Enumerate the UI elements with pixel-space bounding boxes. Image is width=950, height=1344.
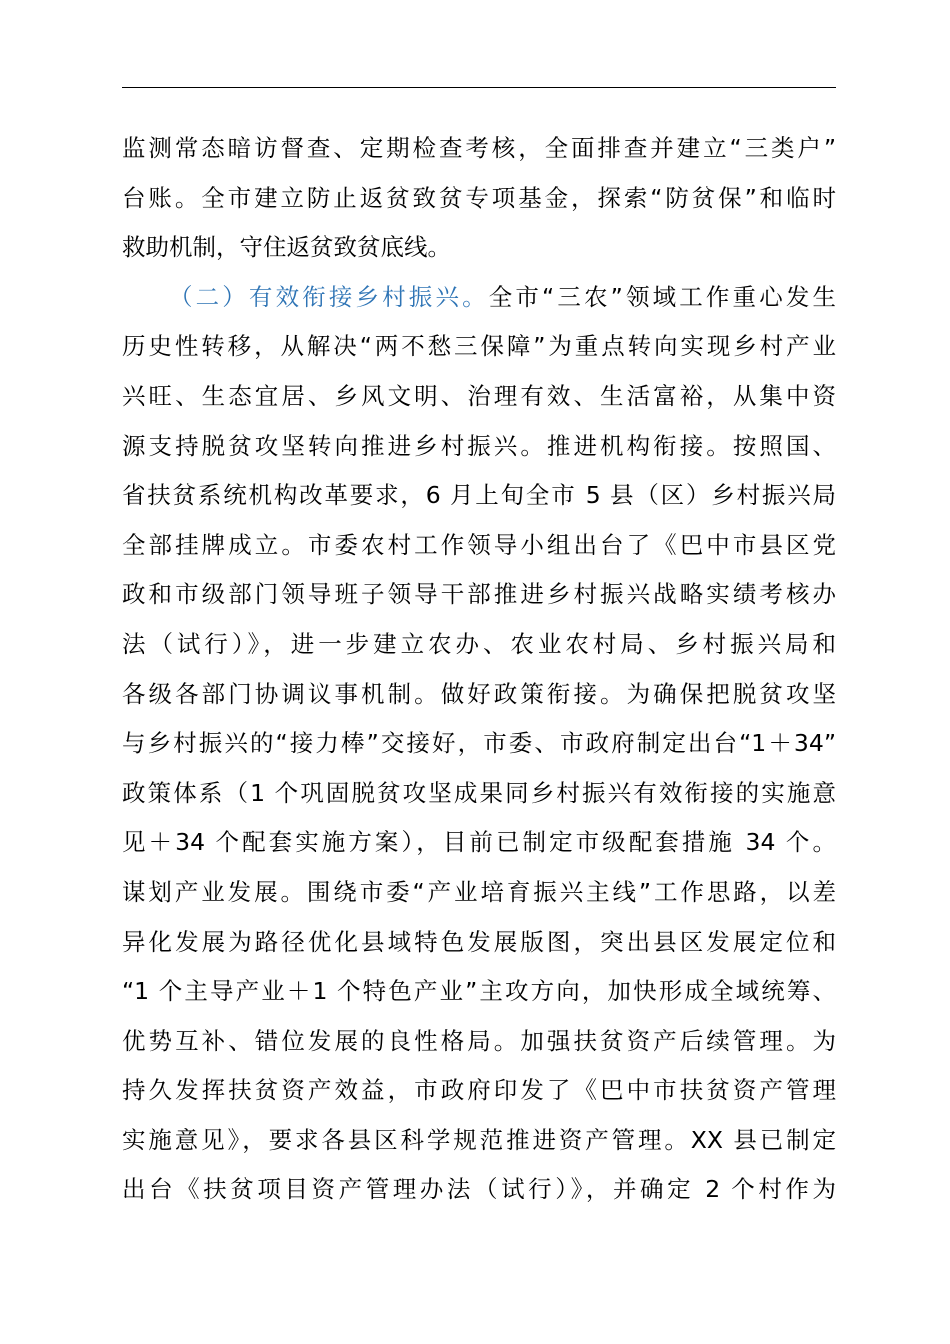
text-line <box>122 769 836 819</box>
line-text: “1 个主导产业＋1 个特色产业”主攻方向，加快形成全域统筹、 <box>122 977 836 1006</box>
text-line <box>122 868 836 918</box>
text-line <box>122 719 836 769</box>
text-line <box>122 273 836 323</box>
line-text: 与乡村振兴的“接力棒”交接好，市委、市政府制定出台“1＋34” <box>122 729 836 758</box>
line-text: 谋划产业发展。围绕市委“产业培育振兴主线”工作思路，以差 <box>122 877 836 906</box>
header-rule <box>122 87 836 88</box>
line-text: 政和市级部门领导班子领导干部推进乡村振兴战略实绩考核办 <box>122 580 836 609</box>
line-text: 兴旺、生态宜居、乡风文明、治理有效、生活富裕，从集中资 <box>122 381 836 410</box>
line-text: 监测常态暗访督查、定期检查考核，全面排查并建立“三类户” <box>122 134 836 162</box>
line-text: 持久发挥扶贫资产效益，市政府印发了《巴中市扶贫资产管理 <box>122 1076 836 1105</box>
line-text: 全部挂牌成立。市委农村工作领导小组出台了《巴中市县区党 <box>122 530 836 559</box>
text-line <box>122 1165 836 1215</box>
text-line <box>122 422 836 472</box>
line-text: 法（试行）》，进一步建立农办、农业农村局、乡村振兴局和 <box>122 629 836 658</box>
text-line <box>122 818 836 868</box>
text-line <box>122 521 836 571</box>
text-line <box>122 223 836 273</box>
line-text: 台账。全市建立防止返贫致贫专项基金，探索“防贫保”和临时 <box>122 183 836 212</box>
line-text: 见＋34 个配套实施方案），目前已制定市级配套措施 34 个。 <box>122 828 836 857</box>
line-text: 全市“三农”领域工作重心发生 <box>488 282 836 311</box>
text-line <box>122 967 836 1017</box>
text-line <box>122 570 836 620</box>
text-line <box>122 372 836 422</box>
body-text <box>122 124 836 1215</box>
text-line <box>122 1116 836 1166</box>
line-text: 省扶贫系统机构改革要求，6 月上旬全市 5 县（区）乡村振兴局 <box>122 481 836 510</box>
text-line <box>122 670 836 720</box>
line-text: 各级各部门协调议事机制。做好政策衔接。为确保把脱贫攻坚 <box>122 679 836 708</box>
text-line <box>122 620 836 670</box>
line-text: 救助机制，守住返贫致贫底线。 <box>122 233 451 262</box>
text-line <box>122 918 836 968</box>
line-text: 历史性转移，从解决“两不愁三保障”为重点转向实现乡村产业 <box>122 332 836 361</box>
line-text: 政策体系（1 个巩固脱贫攻坚成果同乡村振兴有效衔接的实施意 <box>122 778 836 807</box>
text-line <box>122 471 836 521</box>
line-text: 源支持脱贫攻坚转向推进乡村振兴。推进机构衔接。按照国、 <box>122 431 836 460</box>
text-line <box>122 174 836 224</box>
text-line <box>122 1066 836 1116</box>
line-text: 异化发展为路径优化县域特色发展版图，突出县区发展定位和 <box>122 927 836 956</box>
line-text: 优势互补、错位发展的良性格局。加强扶贫资产后续管理。为 <box>122 1026 836 1055</box>
text-line <box>122 124 836 174</box>
line-text: 出台《扶贫项目资产管理办法（试行）》，并确定 2 个村作为 <box>122 1175 836 1204</box>
section-heading: （二）有效衔接乡村振兴。 <box>169 282 489 311</box>
text-line <box>122 322 836 372</box>
line-text: 实施意见》，要求各县区科学规范推进资产管理。XX 县已制定 <box>122 1125 836 1154</box>
text-line <box>122 1017 836 1067</box>
